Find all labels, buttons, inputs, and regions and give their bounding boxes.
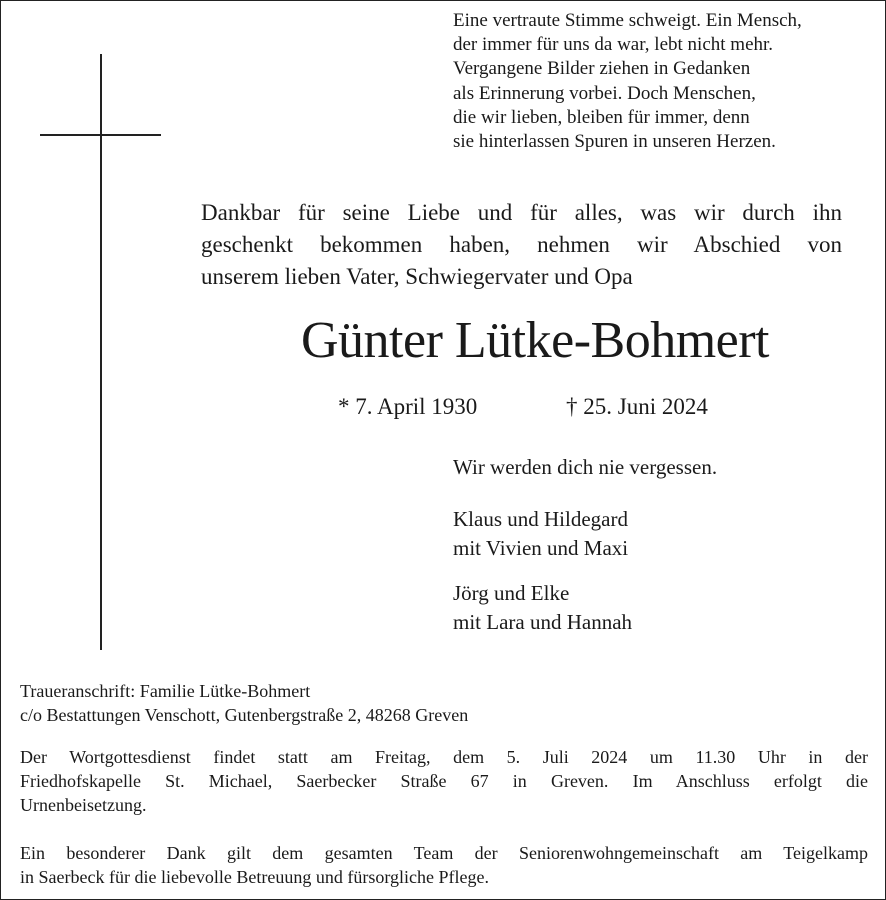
intro-line: geschenkt bekommen haben, nehmen wir Abschied von [201, 232, 842, 257]
family-group-1 [453, 505, 628, 563]
family-line: Klaus und Hildegard [453, 507, 628, 531]
cross-horizontal-bar [40, 134, 161, 136]
death-date: † 25. Juni 2024 [566, 394, 708, 419]
family-line: mit Vivien und Maxi [453, 536, 629, 560]
service-line: Urnenbeisetzung. [20, 795, 147, 815]
poem [453, 9, 873, 154]
service-line: Friedhofskapelle St. Michael, Saerbecker Straße 67 in Greven. Im Anschluss erfolgt die [20, 771, 868, 791]
family-group-2 [453, 579, 632, 637]
family-quote: Wir werden dich nie vergessen. [453, 455, 718, 479]
poem-line: als Erinnerung vorbei. Doch Menschen, [453, 82, 756, 104]
thanks-line: Ein besonderer Dank gilt dem gesamten Team der Seniorenwohngemeinschaft am Teigelkamp [20, 843, 868, 863]
service-line: Der Wortgottesdienst findet statt am Freitag, dem 5. Juli 2024 um 11.30 Uhr in der [20, 747, 868, 767]
poem-line: der immer für uns da war, lebt nicht mehr. [453, 34, 774, 56]
thanks-paragraph [20, 841, 868, 889]
mourning-address [20, 679, 868, 727]
service-paragraph [20, 745, 868, 817]
address-line: Traueranschrift: Familie Lütke-Bohmert [20, 681, 311, 701]
poem-line: Vergangene Bilder ziehen in Gedanken [453, 58, 751, 80]
family-line: mit Lara und Hannah [453, 610, 633, 634]
address-line: c/o Bestattungen Venschott, Gutenbergstraße 2, 48268 Greven [20, 705, 469, 725]
family-line: Jörg und Elke [453, 581, 570, 605]
thanks-line: in Saerbeck für die liebevolle Betreuung und fürsorgliche Pflege. [20, 867, 490, 887]
birth-date: * 7. April 1930 [338, 394, 478, 419]
intro-paragraph [201, 197, 842, 293]
intro-line: Dankbar für seine Liebe und für alles, was wir durch ihn [201, 200, 842, 225]
poem-line: Eine vertraute Stimme schweigt. Ein Mensch, [453, 10, 802, 31]
poem-line: die wir lieben, bleiben für immer, denn [453, 106, 750, 128]
intro-line: unserem lieben Vater, Schwiegervater und Opa [201, 264, 633, 289]
poem-line: sie hinterlassen Spuren in unseren Herzen. [453, 131, 776, 153]
cross-vertical-bar [100, 54, 102, 650]
deceased-name: Günter Lütke-Bohmert [301, 312, 769, 369]
